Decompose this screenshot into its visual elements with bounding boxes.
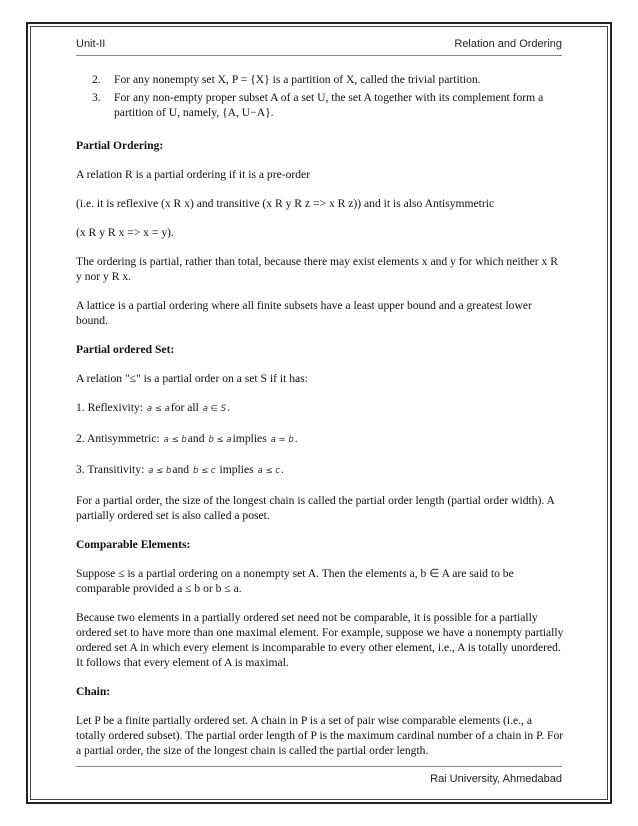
formula-image: a ∈ S (202, 404, 227, 414)
formula-image: b ≤ a (208, 435, 232, 445)
formula-image: b ≤ c (193, 466, 216, 476)
rule-antisymmetric: 2. Antisymmetric: a ≤ band b ≤ aimplies a = b. (76, 432, 298, 445)
paragraph: (x R y R x => x = y). (76, 226, 174, 239)
header-topic: Relation and Ordering (454, 38, 562, 50)
paragraph: Because two elements in a partially ordered set need not be comparable, it is possible for a partially ordered set to have more than one maximal element. For example, suppose we have a nonempty partially ordered set A in which every element is incomparable to every other element, i.e., A is totally unordered. It follows that every element of A is maximal. (76, 611, 564, 669)
paragraph: Let P be a finite partially ordered set. A chain in P is a set of pair wise comparable elements (i.e., a totally ordered subset). The partial order length of P is the maximum cardinal number of a chain in P. For a partial order, the size of the longest chain is called the partial order length. (76, 714, 564, 757)
formula-image: a ≤ c (257, 466, 280, 476)
section-heading-chain: Chain: (76, 685, 111, 698)
list-text: For any nonempty set X, P = {X} is a partition of X, called the trivial partition. (114, 73, 481, 86)
rule-text: implies (232, 432, 267, 445)
paragraph: A relation R is a partial ordering if it is a pre-order (76, 168, 311, 181)
page-content (76, 72, 564, 758)
paragraph: For a partial order, the size of the longest chain is called the partial order length (partial order width). A partially ordered set is also called a poset. (76, 494, 555, 522)
section-heading-comparable: Comparable Elements: (76, 538, 191, 551)
rule-label: 1. Reflexivity: (76, 401, 143, 414)
paragraph: A lattice is a partial ordering where all finite subsets have a least upper bound and a greatest lower bound. (76, 299, 532, 327)
section-heading-partial-ordering: Partial Ordering: (76, 139, 164, 152)
list-number: 3. (92, 91, 101, 104)
list-text: For any non-empty proper subset A of a set U, the set A together with its complement form a partition of U, namely, {A, U−A}. (114, 91, 544, 119)
rule-text: and (187, 432, 205, 445)
paragraph: The ordering is partial, rather than total, because there may exist elements x and y for which neither x R y nor y R x. (76, 255, 558, 283)
list-item (76, 72, 564, 87)
formula-image: a ≤ b (163, 435, 187, 445)
formula-image: a ≤ b (148, 466, 172, 476)
rule-label: 2. Antisymmetric: (76, 432, 160, 445)
list-number: 2. (92, 73, 101, 86)
list-item (76, 90, 564, 120)
rule-transitivity: 3. Transitivity: a ≤ band b ≤ c implies a ≤ c. (76, 463, 284, 476)
rule-text: and (172, 463, 190, 476)
paragraph: Suppose ≤ is a partial ordering on a nonempty set A. Then the elements a, b ∈ A are said to be comparable provided a ≤ b or b ≤ a. (76, 567, 514, 595)
rule-reflexivity: 1. Reflexivity: a ≤ afor all a ∈ S. (76, 401, 231, 414)
paragraph: A relation "≤" is a partial order on a set S if it has: (76, 372, 308, 385)
rule-text: for all (170, 401, 199, 414)
formula-image: a = b (270, 435, 294, 445)
footer-university: Rai University, Ahmedabad (430, 773, 562, 785)
rule-label: 3. Transitivity: (76, 463, 145, 476)
section-heading-poset: Partial ordered Set: (76, 343, 175, 356)
paragraph: (i.e. it is reflexive (x R x) and transitive (x R y R z => x R z)) and it is also Antisymmetric (76, 197, 495, 210)
header-divider (76, 55, 562, 56)
formula-image: a ≤ a (146, 404, 170, 414)
rule-text: implies (219, 463, 254, 476)
header-unit: Unit-II (76, 38, 106, 50)
footer-divider (76, 766, 562, 767)
